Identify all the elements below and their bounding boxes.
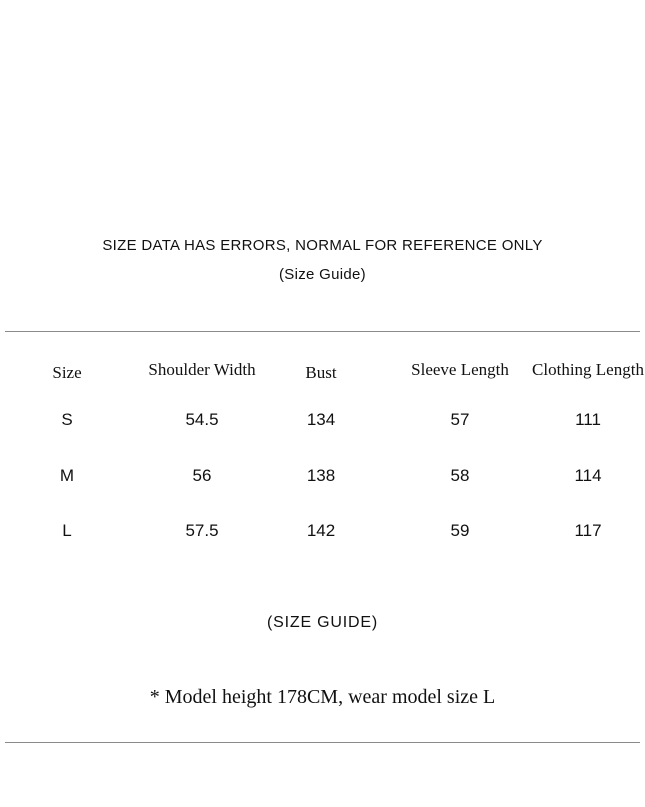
size-table — [0, 355, 645, 545]
table-cell-bust: 134 — [306, 410, 336, 429]
table-cell-clothing-length: 114 — [574, 466, 602, 485]
table-cell-shoulder-width: 54.5 — [185, 410, 219, 429]
column-header-sleeve-length: Sleeve Length — [411, 360, 509, 379]
column-header-shoulder-width: Shoulder Width — [148, 360, 256, 379]
divider-top — [5, 331, 640, 332]
column-header-clothing-length: Clothing Length — [532, 360, 644, 379]
table-cell-shoulder-width: 56 — [192, 466, 212, 485]
column-header-bust: Bust — [305, 363, 337, 382]
table-cell-size: M — [59, 466, 75, 485]
table-cell-clothing-length: 117 — [574, 521, 602, 540]
table-cell-sleeve-length: 58 — [450, 466, 470, 485]
table-cell-sleeve-length: 59 — [450, 521, 470, 540]
table-cell-bust: 142 — [306, 521, 336, 540]
model-size-note: * Model height 178CM, wear model size L — [149, 686, 496, 708]
size-disclaimer: SIZE DATA HAS ERRORS, NORMAL FOR REFERENCE ONLY — [102, 237, 543, 254]
table-cell-bust: 138 — [306, 466, 336, 485]
divider-bottom — [5, 742, 640, 743]
table-cell-sleeve-length: 57 — [450, 410, 470, 429]
column-header-size: Size — [52, 363, 82, 382]
size-guide-title: (Size Guide) — [279, 266, 366, 283]
size-guide-footer-label: (SIZE GUIDE) — [267, 614, 378, 631]
table-cell-shoulder-width: 57.5 — [185, 521, 219, 540]
table-cell-clothing-length: 111 — [575, 410, 601, 429]
table-cell-size: S — [61, 410, 73, 429]
table-cell-size: L — [62, 521, 72, 540]
